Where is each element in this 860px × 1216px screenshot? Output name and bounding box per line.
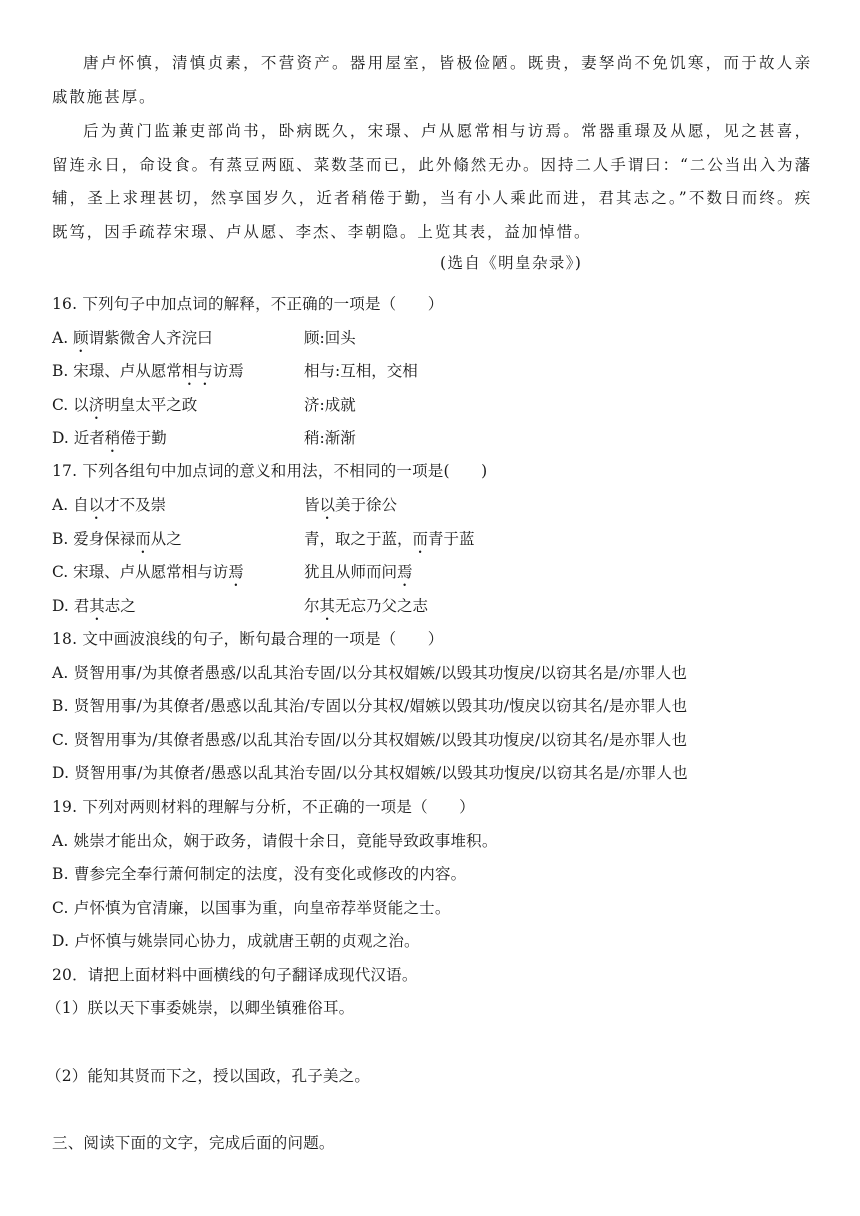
q19-stem: 19. 下列对两则材料的理解与分析，不正确的一项是（ ） [52,798,475,816]
q17-option-a-compare: 皆以美于徐公 [304,496,398,514]
q20-item-2: （2）能知其贤而下之，授以国政，孔子美之。 [46,1067,371,1085]
passage-paragraph-2: 后为黄门监兼吏部尚书，卧病既久，宋璟、卢从愿常相与访焉。常器重璟及从愿，见之甚喜，留连永日，命设食。有蒸豆两瓯、菜数茎而已，此外翛然无办。因持二人手谓曰：“二公当出入为藩辅，圣上求理甚切，然享国岁久，近者稍倦于勤，当有小人乘此而进，君其志之。”不数日而终。疾既笃，因手疏荐宋璟、卢从愿、李杰、李朝隐。上览其表，益加悼惜。 [52,122,812,241]
section-3-heading: 三、阅读下面的文字，完成后面的问题。 [52,1134,335,1152]
q17-option-a: A. 自以才不及崇 [52,496,167,514]
emphasis-word: 相与 [181,362,213,380]
q18-option-d: D. 贤智用事/为其僚者/愚惑以乱其治专固/以分其权媢嫉/以毁其功愎戾/以窃其名是/亦罪人也 [52,764,688,782]
emphasis-word: 其 [319,597,336,615]
emphasis-word: 焉 [397,563,413,581]
emphasis-word: 以 [88,496,105,514]
q19-option-d: D. 卢怀慎与姚崇同心协力，成就唐王朝的贞观之治。 [52,932,420,950]
q16-option-b-explanation: 相与:互相，交相 [304,362,418,380]
q16-option-a-explanation: 顾:回头 [304,329,356,347]
q16-stem: 16. 下列句子中加点词的解释，不正确的一项是（ ） [52,295,444,313]
q18-option-c: C. 贤智用事为/其僚者愚惑/以乱其治专固/以分其权媢嫉/以毁其功愎戾/以窃其名/是亦罪人也 [52,731,688,749]
q17-option-b: B. 爱身保禄而从之 [52,530,182,548]
q17-option-b-compare: 青，取之于蓝，而青于蓝 [304,530,475,548]
emphasis-word: 其 [89,597,105,615]
q17-stem: 17. 下列各组句中加点词的意义和用法，不相同的一项是( ) [52,462,488,480]
q17-option-d-compare: 尔其无忘乃父之志 [304,597,429,615]
q16-option-c-explanation: 济:成就 [304,396,356,414]
emphasis-word: 稍 [104,429,121,447]
q17-option-c: C. 宋璟、卢从愿常相与访焉 [52,563,244,581]
q19-option-a: A. 姚崇才能出众，娴于政务，请假十余日，竟能导致政事堆积。 [52,832,498,850]
emphasis-word: 以 [319,496,336,514]
passage-paragraph-1: 唐卢怀慎，清慎贞素，不营资产。器用屋室，皆极俭陋。既贵，妻孥尚不免饥寒，而于故人亲戚散施甚厚。 [52,54,812,106]
emphasis-word: 顾 [73,329,89,347]
q18-option-b: B. 贤智用事/为其僚者/愚惑以乱其治/专固以分其权/媢嫉以毁其功/愎戾以窃其名/是亦罪人也 [52,697,688,715]
q20-stem: 20．请把上面材料中画横线的句子翻译成现代汉语。 [52,966,418,984]
q16-option-a: A. 顾谓紫微舍人齐浣曰 [52,329,213,347]
q20-item-1: （1）朕以天下事委姚崇，以卿坐镇雅俗耳。 [46,999,355,1017]
q19-option-b: B. 曹参完全奉行萧何制定的法度，没有变化或修改的内容。 [52,865,467,883]
q17-option-c-compare: 犹且从师而问焉 [304,563,413,581]
emphasis-word: 焉 [228,563,244,581]
q18-stem: 18. 文中画波浪线的句子，断句最合理的一项是（ ） [52,630,444,648]
q19-option-c: C. 卢怀慎为官清廉，以国事为重，向皇帝荐举贤能之士。 [52,899,451,917]
q16-option-d: D. 近者稍倦于勤 [52,429,167,447]
passage-source: (选自《明皇杂录》) [440,254,583,272]
q16-option-d-explanation: 稍:渐渐 [304,429,356,447]
q18-option-a: A. 贤智用事/为其僚者愚惑/以乱其治专固/以分其权媢嫉/以毁其功愎戾/以窃其名是/亦罪人也 [52,664,688,682]
emphasis-word: 而 [412,530,429,548]
q17-option-d: D. 君其志之 [52,597,136,615]
emphasis-word: 而 [135,530,151,548]
q16-option-c: C. 以济明皇太平之政 [52,396,198,414]
emphasis-word: 济 [88,396,105,414]
q16-option-b: B. 宋璟、卢从愿常相与访焉 [52,362,244,380]
